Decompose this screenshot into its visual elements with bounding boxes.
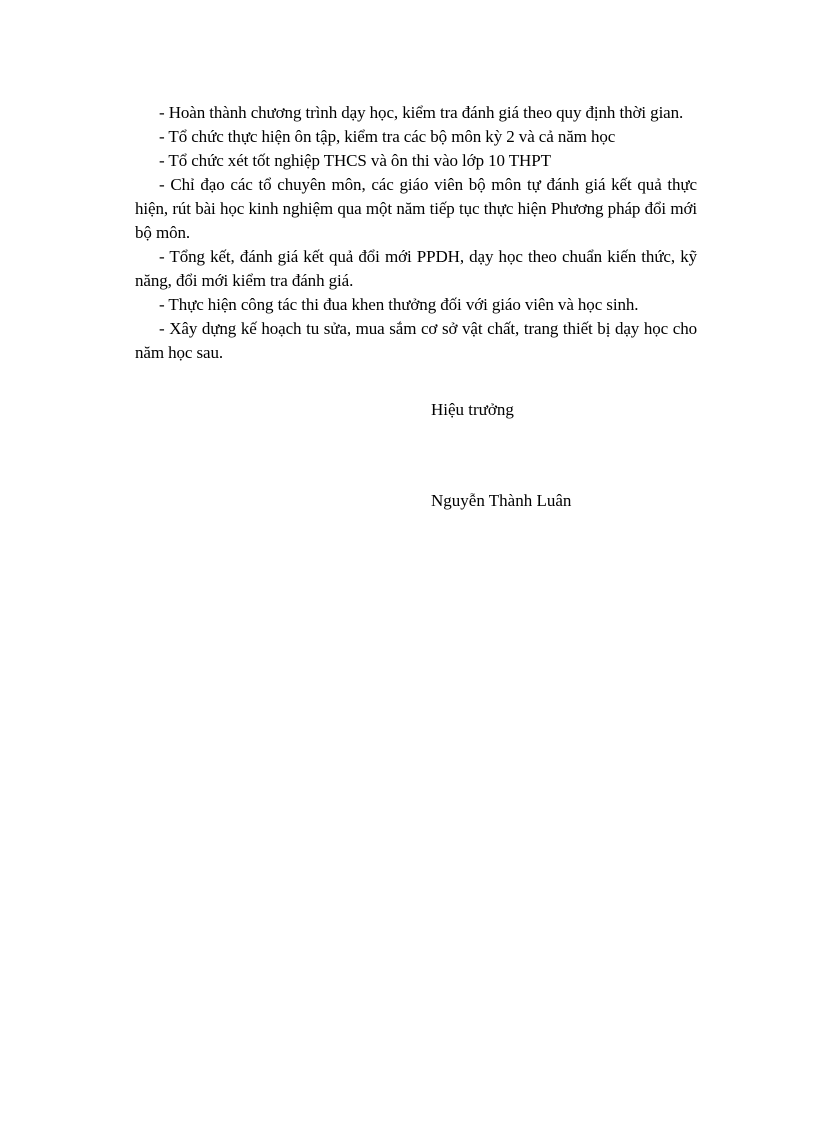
paragraph-direct-teams: - Chỉ đạo các tổ chuyên môn, các giáo viên bộ môn tự đánh giá kết quả thực hiện, rút bài học kinh nghiệm qua một năm tiếp tục thực hiện Phương pháp đổi mới bộ môn. (135, 175, 697, 242)
signature-name: Nguyễn Thành Luân (431, 491, 572, 510)
paragraph-complete-program: - Hoàn thành chương trình dạy học, kiểm tra đánh giá theo quy định thời gian. (159, 103, 684, 122)
paragraph-emulation-reward: - Thực hiện công tác thi đua khen thưởng đối với giáo viên và học sinh. (159, 295, 639, 314)
signature-title: Hiệu trưởng (431, 400, 514, 419)
document-body (135, 101, 697, 365)
signature-block (431, 398, 731, 513)
paragraph-graduation: - Tổ chức xét tốt nghiệp THCS và ôn thi vào lớp 10 THPT (159, 151, 551, 170)
paragraph-review-exams: - Tổ chức thực hiện ôn tập, kiểm tra các bộ môn kỳ 2 và cả năm học (159, 127, 616, 146)
paragraph-facility-plan: - Xây dựng kế hoạch tu sửa, mua sắm cơ sở vật chất, trang thiết bị dạy học cho năm học sau. (135, 319, 697, 362)
paragraph-summary-review: - Tổng kết, đánh giá kết quả đổi mới PPDH, dạy học theo chuẩn kiến thức, kỹ năng, đổi mới kiểm tra đánh giá. (135, 247, 697, 290)
